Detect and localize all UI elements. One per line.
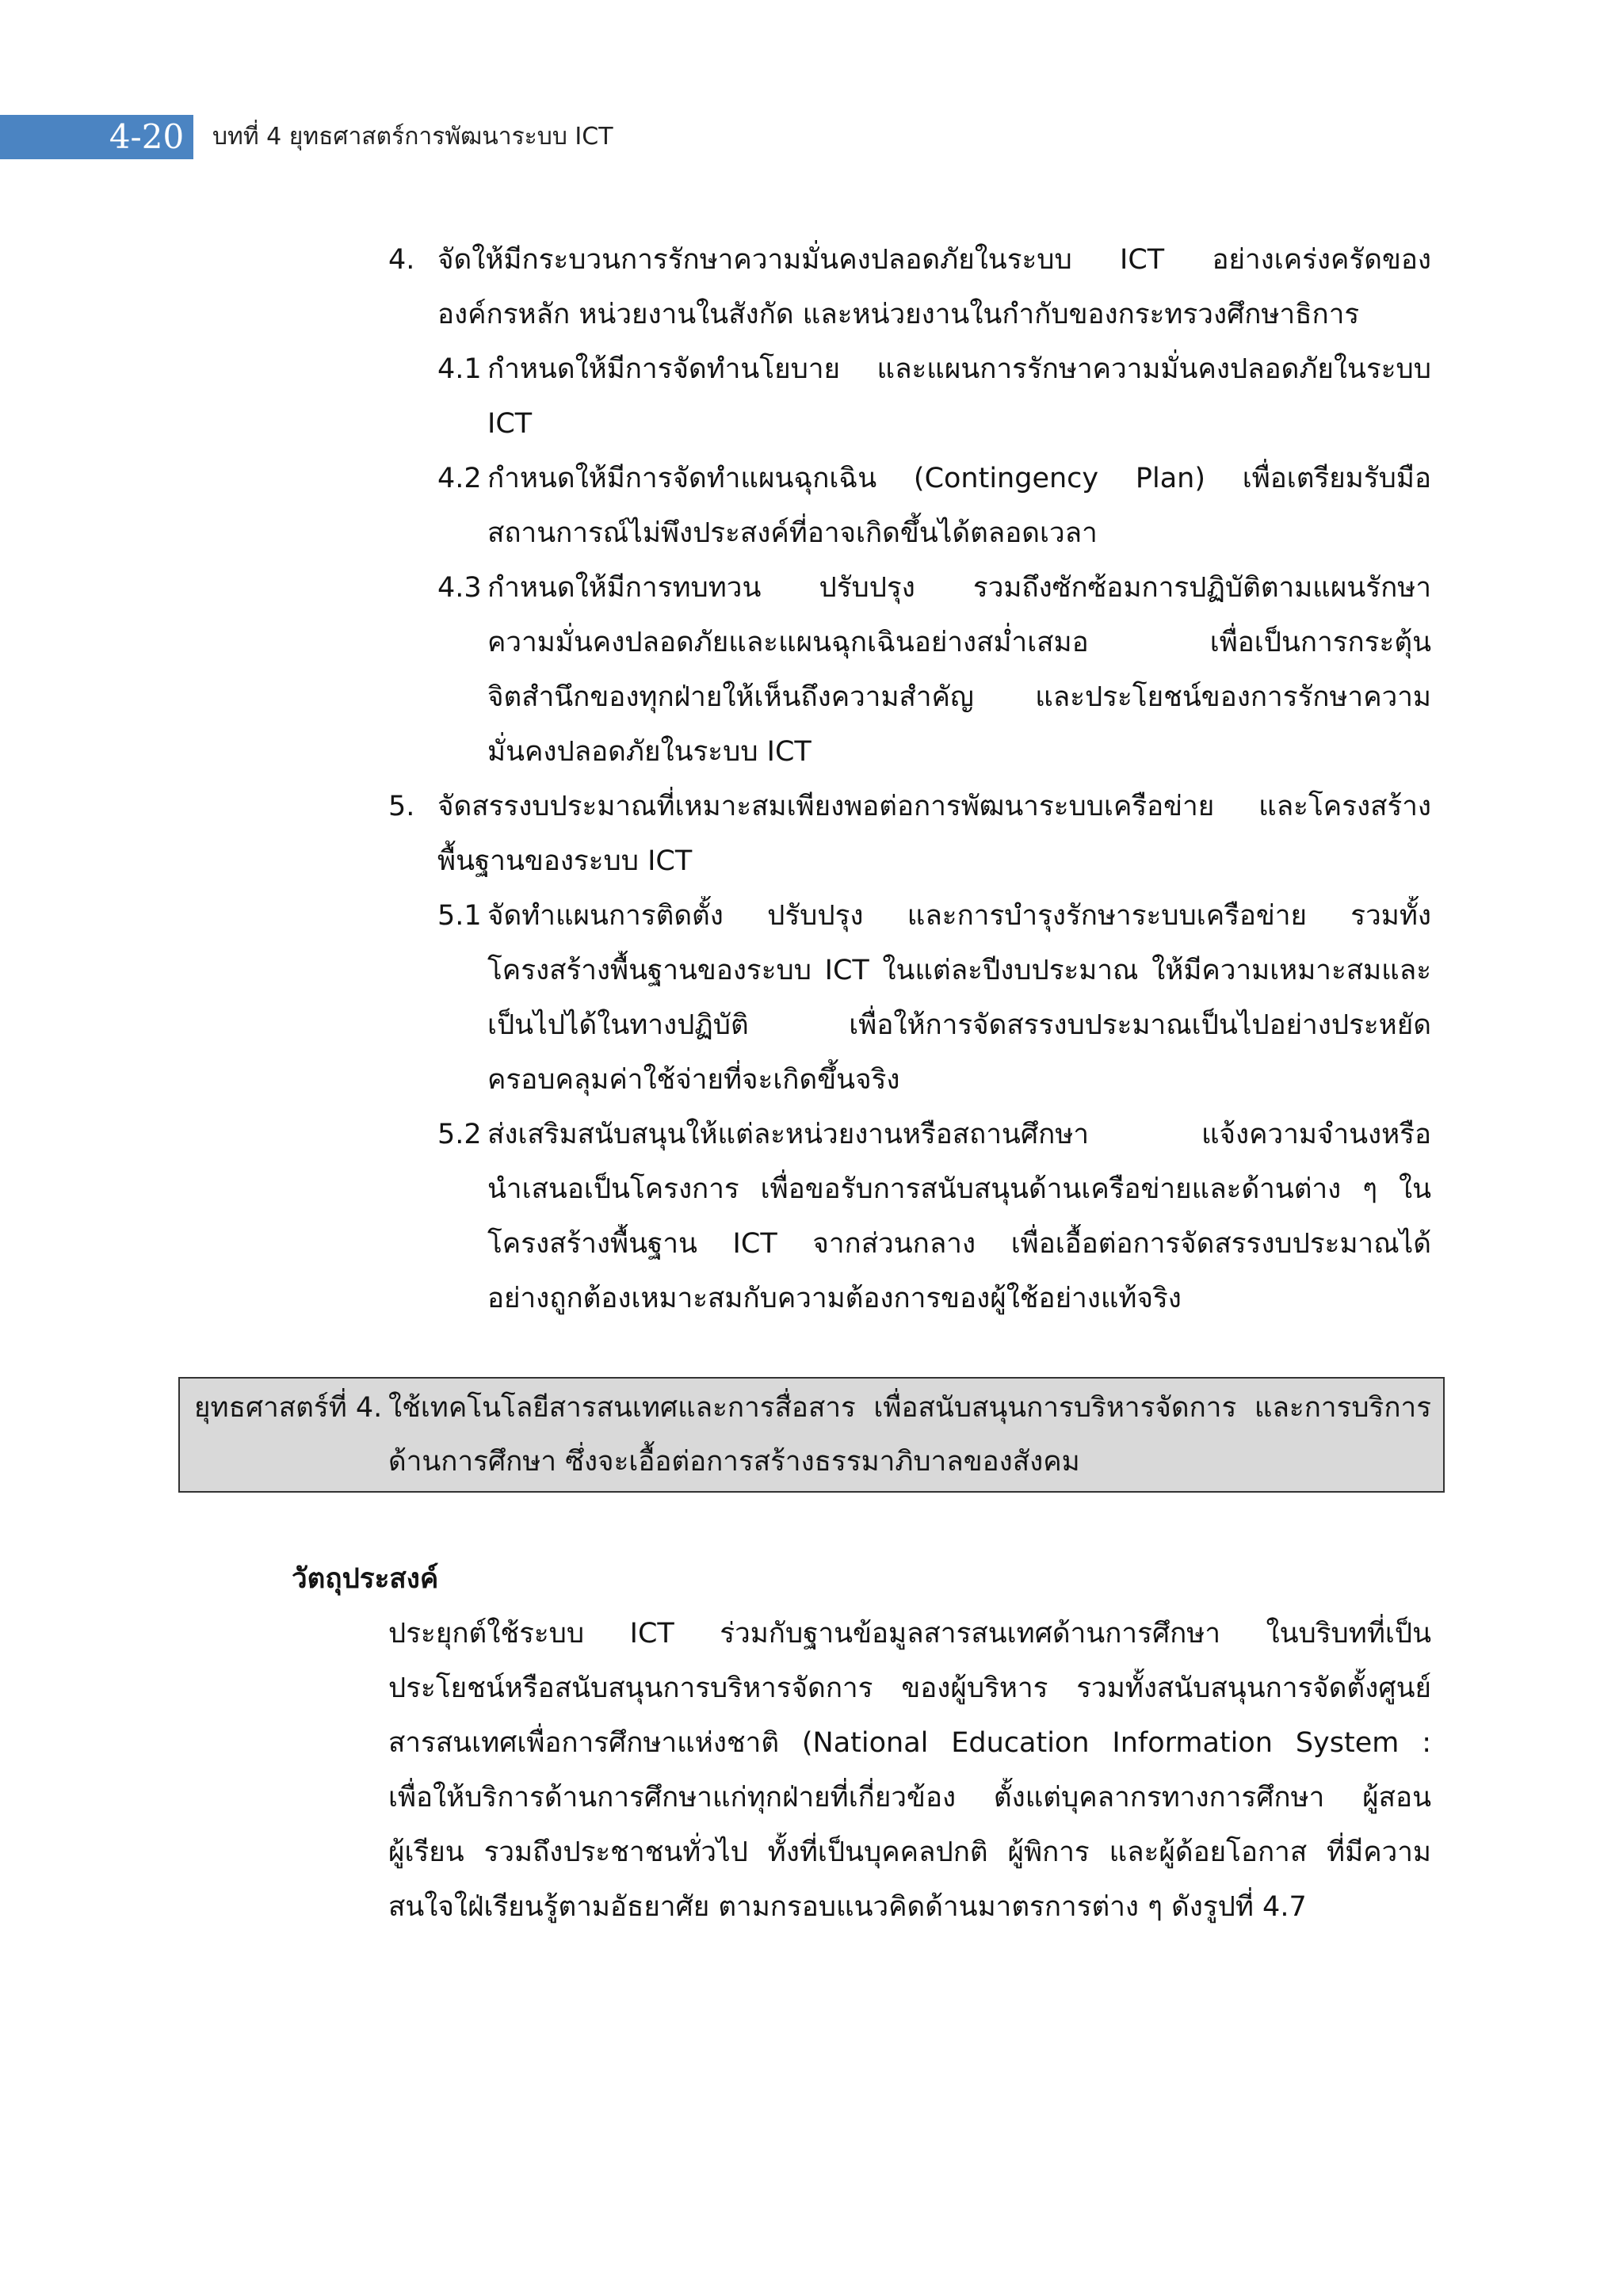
item-line: พื้นฐานของระบบ ICT <box>437 845 693 877</box>
subitem-number: 4.3 <box>437 572 482 604</box>
chapter-title: บทที่ 4 ยุทธศาสตร์การพัฒนาระบบ ICT <box>212 123 613 151</box>
subitem-line: กำหนดให้มีการทบทวน ปรับปรุง รวมถึงซักซ้อมการปฏิบัติตามแผนรักษา <box>487 572 1431 604</box>
strategy-line: ด้านการศึกษา ซึ่งจะเอื้อต่อการสร้างธรรมาภิบาลของสังคม <box>388 1446 1080 1478</box>
subitem-line: กำหนดให้มีการจัดทำแผนฉุกเฉิน (Contingency Plan) เพื่อเตรียมรับมือ <box>487 463 1431 494</box>
subitem-line: มั่นคงปลอดภัยในระบบ ICT <box>487 736 812 768</box>
subitem-line: ICT <box>487 408 533 440</box>
subitem-line: โครงสร้างพื้นฐาน ICT จากส่วนกลาง เพื่อเอื้อต่อการจัดสรรงบประมาณได้ <box>487 1228 1431 1260</box>
objective-heading: วัตถุประสงค์ <box>292 1563 439 1595</box>
subitem-line: เป็นไปได้ในทางปฏิบัติ เพื่อให้การจัดสรรงบประมาณเป็นไปอย่างประหยัด <box>487 1009 1431 1041</box>
subitem-line: อย่างถูกต้องเหมาะสมกับความต้องการของผู้ใช้อย่างแท้จริง <box>487 1283 1182 1314</box>
subitem-line: กำหนดให้มีการจัดทำนโยบาย และแผนการรักษาความมั่นคงปลอดภัยในระบบ <box>487 353 1431 385</box>
item-line: องค์กรหลัก หน่วยงานในสังกัด และหน่วยงานในกำกับของกระทรวงศึกษาธิการ <box>437 299 1360 330</box>
objective-line: ประยุกต์ใช้ระบบ ICT ร่วมกับฐานข้อมูลสารสนเทศด้านการศึกษา ในบริบทที่เป็น <box>388 1618 1431 1650</box>
strategy-line: ใช้เทคโนโลยีสารสนเทศและการสื่อสาร เพื่อสนับสนุนการบริหารจัดการ และการบริการ <box>388 1392 1431 1424</box>
subitem-number: 4.2 <box>437 463 482 494</box>
subitem-line: โครงสร้างพื้นฐานของระบบ ICT ในแต่ละปีงบประมาณ ให้มีความเหมาะสมและ <box>487 955 1431 986</box>
subitem-line: จิตสำนึกของทุกฝ่ายให้เห็นถึงความสำคัญ และประโยชน์ของการรักษาความ <box>487 681 1431 713</box>
item-line: จัดให้มีกระบวนการรักษาความมั่นคงปลอดภัยในระบบ ICT อย่างเคร่งครัดของ <box>437 244 1431 276</box>
subitem-line: นำเสนอเป็นโครงการ เพื่อขอรับการสนับสนุนด้านเครือข่ายและด้านต่าง ๆ ใน <box>487 1173 1431 1205</box>
subitem-line: จัดทำแผนการติดตั้ง ปรับปรุง และการบำรุงรักษาระบบเครือข่าย รวมทั้ง <box>487 900 1431 932</box>
subitem-number: 5.2 <box>437 1119 482 1150</box>
objective-line: สารสนเทศเพื่อการศึกษาแห่งชาติ (National Education Information System : <box>388 1727 1431 1759</box>
objective-line: เพื่อให้บริการด้านการศึกษาแก่ทุกฝ่ายที่เกี่ยวข้อง ตั้งแต่บุคลากรทางการศึกษา ผู้สอน <box>388 1782 1431 1814</box>
objective-line: ผู้เรียน รวมถึงประชาชนทั่วไป ทั้งที่เป็นบุคคลปกติ ผู้พิการ และผู้ด้อยโอกาส ที่มีความ <box>388 1836 1431 1868</box>
subitem-number: 5.1 <box>437 900 482 932</box>
strategy-label: ยุทธศาสตร์ที่ 4. <box>194 1392 383 1424</box>
item-number: 5. <box>388 791 415 822</box>
subitem-line: สถานการณ์ไม่พึงประสงค์ที่อาจเกิดขึ้นได้ตลอดเวลา <box>487 517 1098 549</box>
subitem-line: ความมั่นคงปลอดภัยและแผนฉุกเฉินอย่างสม่ำเสมอ เพื่อเป็นการกระตุ้น <box>487 627 1431 658</box>
item-number: 4. <box>388 244 415 276</box>
subitem-line: ส่งเสริมสนับสนุนให้แต่ละหน่วยงานหรือสถานศึกษา แจ้งความจำนงหรือ <box>487 1119 1431 1150</box>
subitem-line: ครอบคลุมค่าใช้จ่ายที่จะเกิดขึ้นจริง <box>487 1064 900 1096</box>
objective-line: ประโยชน์หรือสนับสนุนการบริหารจัดการ ของผู้บริหาร รวมทั้งสนับสนุนการจัดตั้งศูนย์ <box>388 1672 1431 1704</box>
objective-line: สนใจใฝ่เรียนรู้ตามอัธยาศัย ตามกรอบแนวคิดด้านมาตรการต่าง ๆ ดังรูปที่ 4.7 <box>388 1891 1307 1923</box>
subitem-number: 4.1 <box>437 353 482 385</box>
item-line: จัดสรรงบประมาณที่เหมาะสมเพียงพอต่อการพัฒนาระบบเครือข่าย และโครงสร้าง <box>437 791 1431 822</box>
page-number: 4-20 <box>109 117 185 156</box>
